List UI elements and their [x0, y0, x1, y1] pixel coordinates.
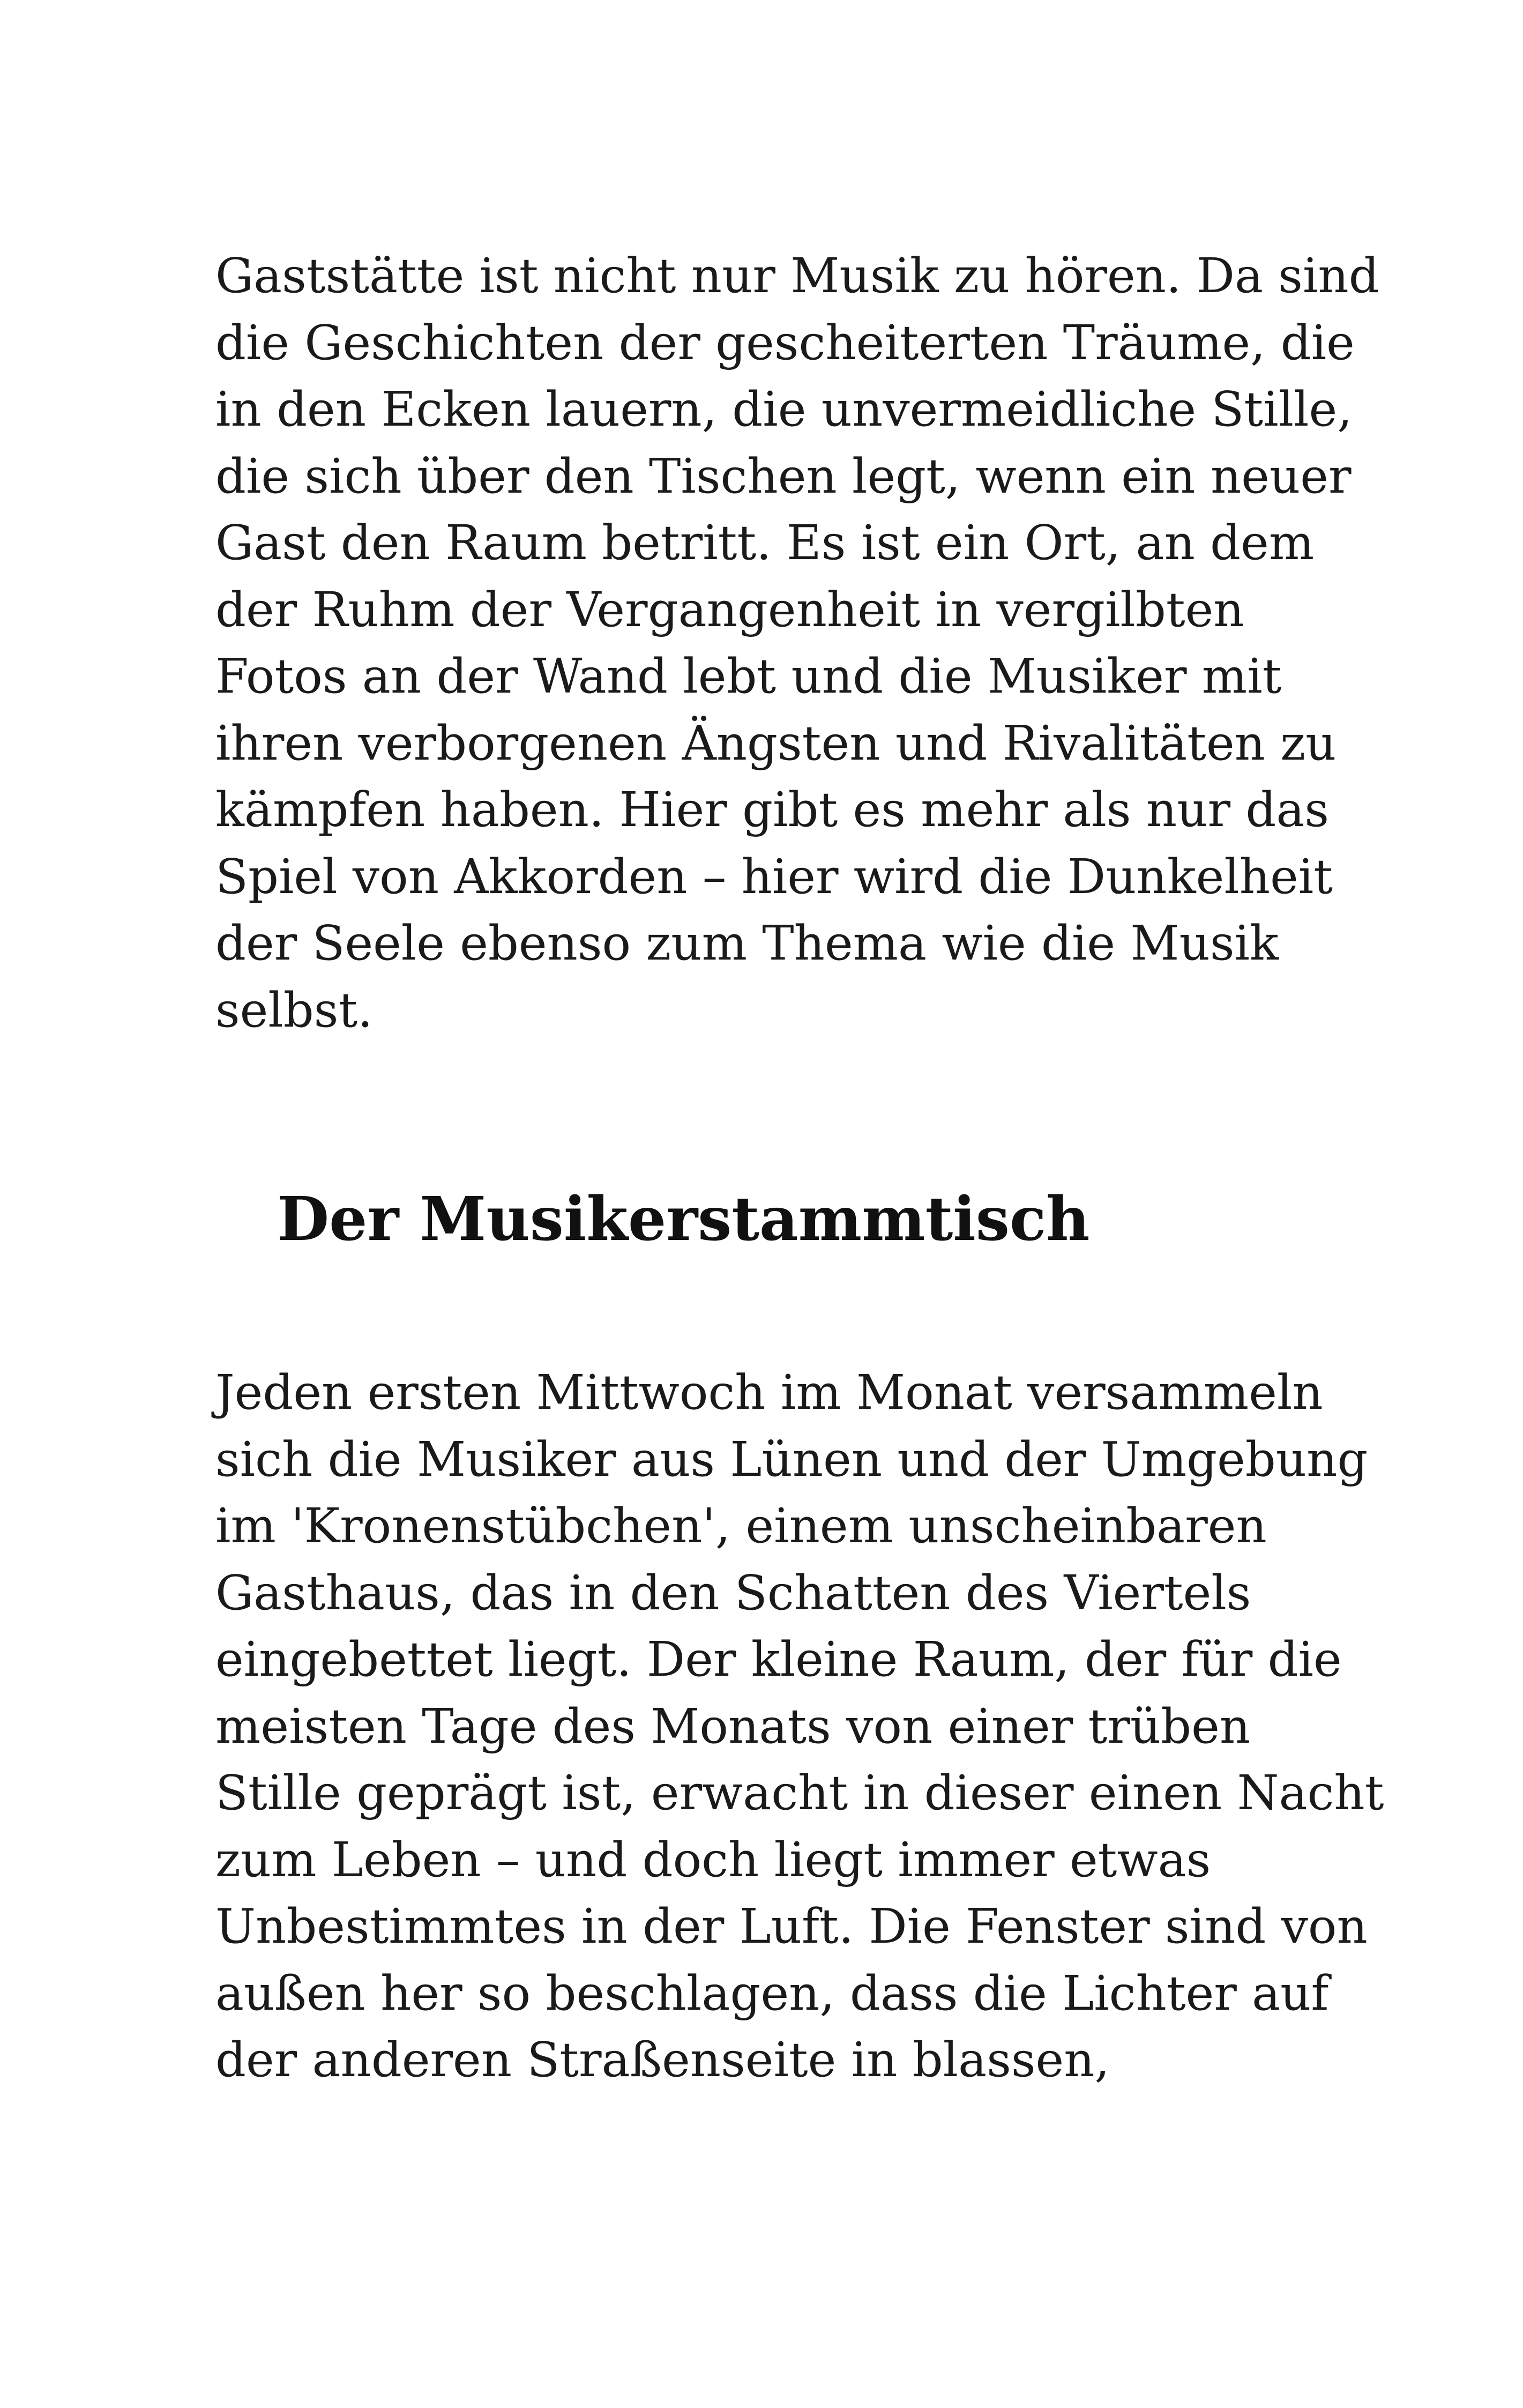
- section-heading: Der Musikerstammtisch: [277, 1184, 1090, 1254]
- text-line: ihren verborgenen Ängsten und Rivalitäten zu: [215, 715, 1337, 771]
- text-line: Gasthaus, das in den Schatten des Viertels: [215, 1564, 1251, 1621]
- text-line: Spiel von Akkorden – hier wird die Dunkelheit: [215, 848, 1333, 904]
- text-line: im 'Kronenstübchen', einem unscheinbaren: [215, 1498, 1267, 1554]
- text-line: der Seele ebenso zum Thema wie die Musik: [215, 915, 1279, 971]
- body-paragraph-2: [215, 1359, 1384, 2093]
- text-line: außen her so beschlagen, dass die Lichter auf: [215, 1965, 1329, 2021]
- text-line: eingebettet liegt. Der kleine Raum, der für die: [215, 1631, 1342, 1687]
- text-line: Gaststätte ist nicht nur Musik zu hören. Da sind: [215, 248, 1379, 303]
- text-line: selbst.: [215, 982, 373, 1038]
- text-line: Gast den Raum betritt. Es ist ein Ort, an dem: [215, 515, 1315, 570]
- text-line: Unbestimmtes in der Luft. Die Fenster sind von: [215, 1898, 1368, 1954]
- text-line: Stille geprägt ist, erwacht in dieser einen Nacht: [215, 1765, 1384, 1820]
- text-line: die Geschichten der gescheiterten Träume, die: [215, 314, 1355, 370]
- text-line: zum Leben – und doch liegt immer etwas: [215, 1831, 1211, 1887]
- text-line: Fotos an der Wand lebt und die Musiker mit: [215, 648, 1282, 704]
- text-line: in den Ecken lauern, die unvermeidliche Stille,: [215, 381, 1353, 437]
- body-paragraph-1: [215, 242, 1379, 1043]
- text-line: Jeden ersten Mittwoch im Monat versammeln: [215, 1364, 1323, 1420]
- text-line: meisten Tage des Monats von einer trüben: [215, 1698, 1251, 1754]
- text-line: kämpfen haben. Hier gibt es mehr als nur das: [215, 782, 1330, 837]
- text-line: sich die Musiker aus Lünen und der Umgebung: [215, 1431, 1368, 1487]
- text-line: die sich über den Tischen legt, wenn ein neuer: [215, 448, 1352, 504]
- text-line: der Ruhm der Vergangenheit in vergilbten: [215, 581, 1244, 637]
- text-line: der anderen Straßenseite in blassen,: [215, 2032, 1110, 2087]
